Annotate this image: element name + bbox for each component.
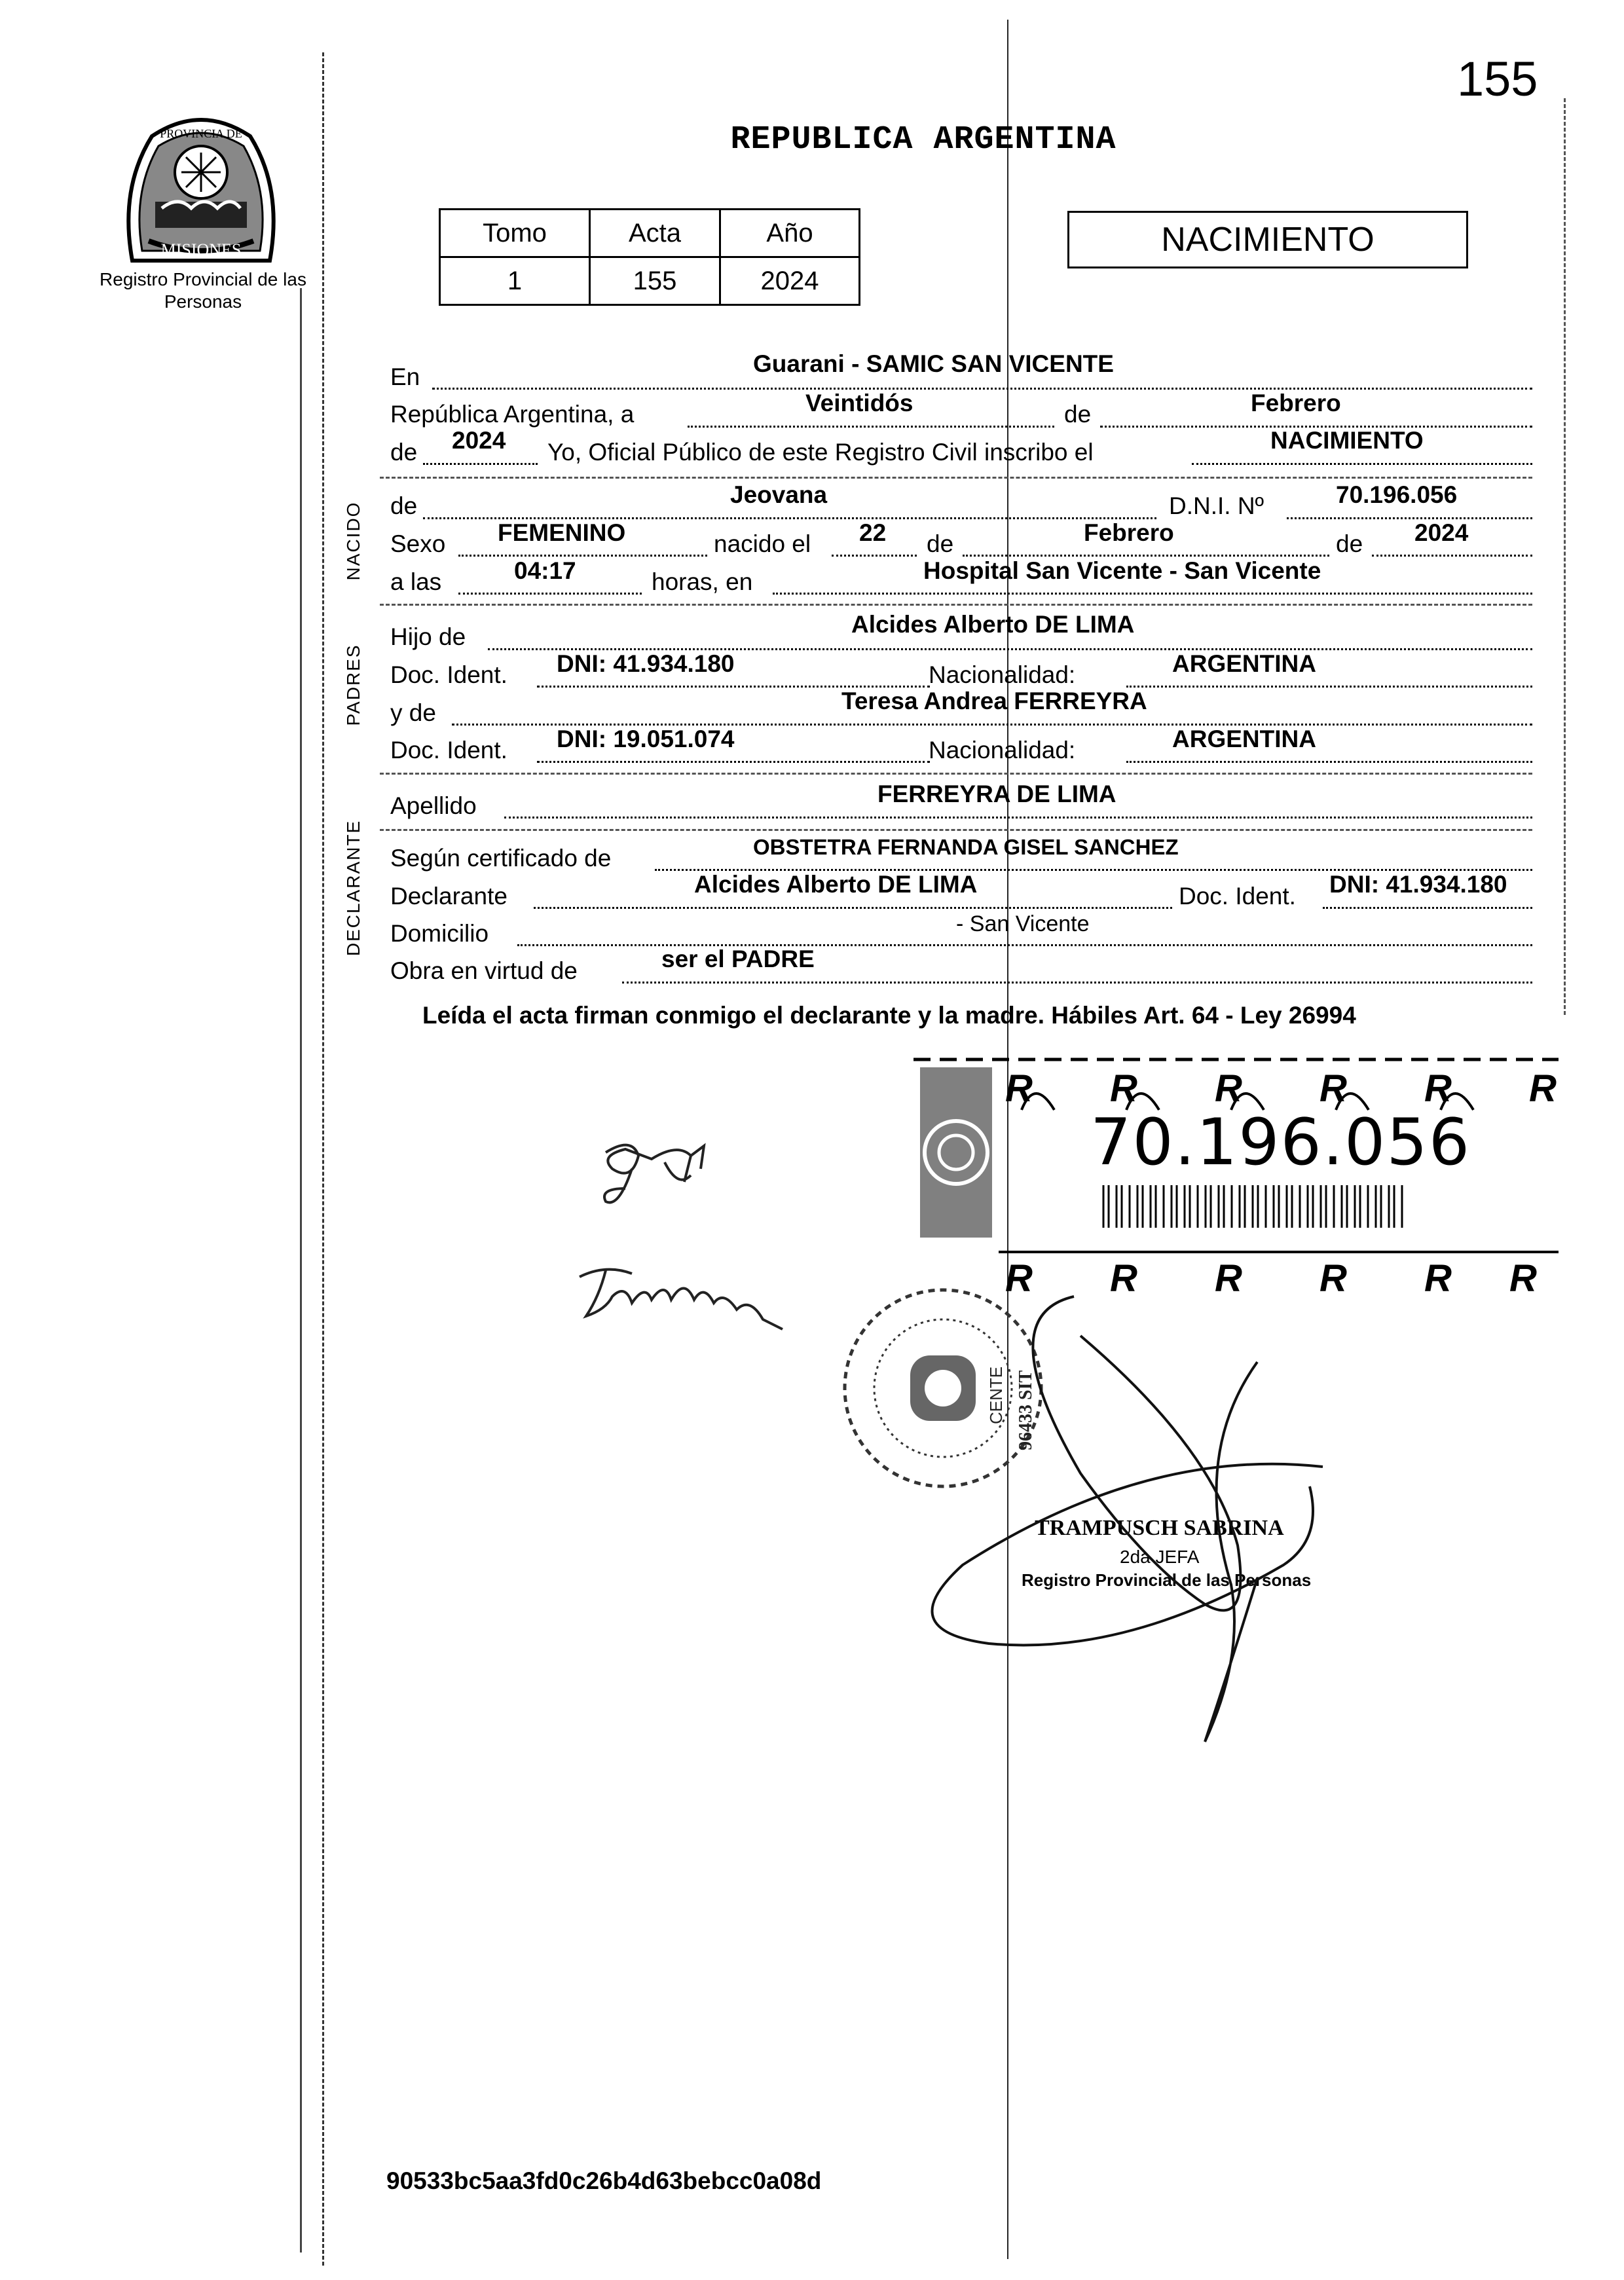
doc1-value: DNI: 41.934.180 — [557, 650, 735, 677]
dotted-line — [773, 593, 1532, 595]
closing-text: Leída el acta firman conmigo el declarante y la madre. Hábiles Art. 64 - Ley 26994 — [422, 1002, 1356, 1029]
signature-declarante — [593, 1130, 724, 1228]
dotted-line — [832, 555, 917, 557]
svg-text:MISIONES: MISIONES — [160, 240, 242, 259]
certificado-label: Según certificado de — [390, 845, 612, 872]
sexo-label: Sexo — [390, 530, 446, 557]
doc2-nac-label: Nacionalidad: — [929, 737, 1076, 763]
id-sticker — [913, 1048, 1559, 1296]
yo-value: NACIMIENTO — [1270, 427, 1424, 454]
dotted-line — [963, 555, 1329, 557]
hora-text: horas, en — [652, 568, 753, 595]
nombre-value: Jeovana — [730, 481, 828, 508]
sticker-mark: R — [1005, 1067, 1033, 1110]
apellido-label: Apellido — [390, 792, 477, 819]
yo-text: Yo, Oficial Público de este Registro Civil inscribo el — [547, 439, 1094, 466]
sticker-mark: R — [1529, 1067, 1557, 1110]
declarante-doc: DNI: 41.934.180 — [1329, 871, 1507, 898]
sticker-mark: R — [1424, 1067, 1452, 1110]
sticker-mark: R — [1215, 1257, 1242, 1296]
doc1-label: Doc. Ident. — [390, 661, 507, 688]
sticker-mark: R — [1424, 1257, 1452, 1296]
hijo-value: Alcides Alberto DE LIMA — [851, 611, 1135, 638]
acta-table — [439, 208, 860, 306]
page-number: 155 — [1457, 52, 1538, 106]
dotted-line — [688, 426, 1054, 428]
yo-year: 2024 — [452, 427, 506, 454]
domicilio-value: - San Vicente — [956, 911, 1090, 936]
dotted-line — [432, 388, 1532, 390]
dotted-line — [1287, 517, 1532, 519]
doc2-nac: ARGENTINA — [1172, 726, 1316, 752]
dotted-line — [423, 463, 538, 465]
madre-value: Teresa Andrea FERREYRA — [841, 688, 1147, 714]
hijo-label: Hijo de — [390, 623, 466, 650]
signature-oficial — [864, 1290, 1532, 1761]
declarante-doc-label: Doc. Ident. — [1179, 883, 1296, 910]
section-divider — [380, 829, 1532, 831]
line-en-label: En — [390, 363, 420, 390]
table-header: Acta — [590, 210, 720, 257]
hora-lugar: Hospital San Vicente - San Vicente — [923, 557, 1321, 584]
acta-value: 155 — [590, 257, 720, 305]
seal-side-text: 96433 SIT — [1016, 1370, 1036, 1450]
dotted-line — [1192, 463, 1532, 465]
section-divider — [380, 773, 1532, 775]
nacido-de2: de — [1336, 530, 1363, 557]
dni-label: D.N.I. Nº — [1169, 492, 1264, 519]
hora-value: 04:17 — [514, 557, 576, 584]
yo-de: de — [390, 439, 418, 466]
madre-label: y de — [390, 699, 436, 726]
line-en-value: Guarani - SAMIC SAN VICENTE — [753, 350, 1114, 377]
signature-madre — [573, 1257, 789, 1342]
section-declarante: DECLARANTE — [343, 819, 363, 957]
document-hash: 90533bc5aa3fd0c26b4d63bebcc0a08d — [386, 2167, 822, 2194]
dotted-line — [458, 555, 707, 557]
stamp-name: TRAMPUSCH SABRINA — [1035, 1516, 1284, 1540]
stamp-office: Registro Provincial de las Personas — [1022, 1570, 1312, 1590]
dotted-line — [537, 761, 930, 763]
margin-line — [300, 288, 302, 2252]
doc1-nac: ARGENTINA — [1172, 650, 1316, 677]
nacido-mes: Febrero — [1084, 519, 1174, 546]
sexo-value: FEMENINO — [498, 519, 626, 546]
dotted-line — [1126, 686, 1532, 688]
section-divider — [380, 477, 1532, 479]
dotted-line — [534, 907, 1172, 909]
sticker-mark: R — [1215, 1067, 1242, 1110]
sticker-mark: R — [1005, 1257, 1033, 1296]
svg-text:PROVINCIA DE: PROVINCIA DE — [160, 127, 242, 140]
sticker-mark: R — [1320, 1257, 1347, 1296]
sticker-mark: R — [1320, 1067, 1347, 1110]
nombre-de: de — [390, 492, 418, 519]
republica-month: Febrero — [1251, 390, 1341, 416]
apellido-value: FERREYRA DE LIMA — [877, 781, 1116, 807]
page-title: REPUBLICA ARGENTINA — [730, 121, 1116, 158]
seal-text: CENTE — [986, 1366, 1006, 1424]
declarante-value: Alcides Alberto DE LIMA — [694, 871, 978, 898]
doc2-value: DNI: 19.051.074 — [557, 726, 735, 752]
sticker-mark: R — [1110, 1257, 1137, 1296]
nacido-dia: 22 — [859, 519, 887, 546]
sticker-mark: R — [1110, 1067, 1137, 1110]
section-padres: PADRES — [343, 644, 363, 726]
declarante-label: Declarante — [390, 883, 507, 910]
dotted-line — [622, 982, 1532, 984]
nacido-de: de — [927, 530, 954, 557]
section-nacido: NACIDO — [343, 501, 363, 581]
sticker-number: 70.196.056 — [1090, 1105, 1471, 1180]
table-header: Tomo — [440, 210, 590, 257]
hora-label: a las — [390, 568, 442, 595]
domicilio-label: Domicilio — [390, 920, 489, 947]
margin-line — [1564, 98, 1566, 1015]
dotted-line — [458, 593, 642, 595]
tomo-value: 1 — [440, 257, 590, 305]
table-header: Año — [720, 210, 860, 257]
stamp-role: 2da JEFA — [1120, 1547, 1200, 1567]
section-divider — [380, 604, 1532, 606]
dotted-line — [1323, 907, 1532, 909]
dotted-line — [504, 817, 1532, 818]
nacido-anio: 2024 — [1414, 519, 1469, 546]
province-seal-icon — [113, 110, 289, 272]
dni-value: 70.196.056 — [1336, 481, 1458, 508]
nacido-label: nacido el — [714, 530, 811, 557]
margin-line — [322, 52, 324, 2266]
republica-day: Veintidós — [805, 390, 913, 416]
obra-value: ser el PADRE — [661, 946, 815, 972]
republica-de: de — [1064, 401, 1092, 428]
registry-name: Registro Provincial de las Personas — [100, 269, 306, 312]
certificado-value: OBSTETRA FERNANDA GISEL SANCHEZ — [753, 835, 1179, 859]
category-box: NACIMIENTO — [1067, 211, 1468, 268]
doc2-label: Doc. Ident. — [390, 737, 507, 763]
doc1-nac-label: Nacionalidad: — [929, 661, 1076, 688]
obra-label: Obra en virtud de — [390, 957, 578, 984]
dotted-line — [1372, 555, 1532, 557]
dotted-line — [1126, 761, 1532, 763]
sticker-mark: R — [1509, 1257, 1537, 1296]
anio-value: 2024 — [720, 257, 860, 305]
republica-label: República Argentina, a — [390, 401, 635, 428]
